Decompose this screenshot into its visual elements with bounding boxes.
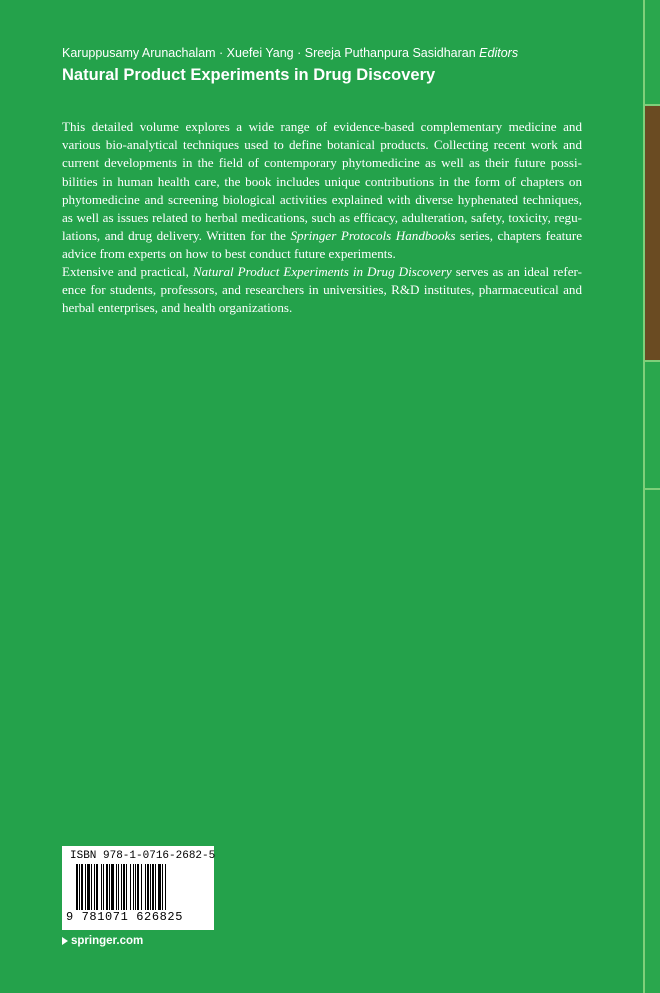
barcode-bar [118,864,119,910]
barcode-bar [91,864,92,910]
barcode-bar [155,864,156,910]
series-name: Springer Protocols Handbooks [290,228,456,244]
paragraph-line: This detailed volume explores a wide range of evidence-based complementary medicine and [62,119,582,134]
isbn-barcode-box [62,846,214,930]
paragraph-line: advice from experts on how to best conduct future experiments. [62,246,396,262]
book-title-italic: Natural Product Experiments in Drug Discovery [192,264,452,279]
publisher-link[interactable] [62,935,143,947]
barcode-bar [133,864,134,910]
barcode-bar [165,864,166,910]
text-segment: lations, and drug delivery. Written for the [62,228,291,244]
barcode-bar [137,864,139,910]
text-segment: series, chapters feature [455,228,583,244]
barcode-bar [101,864,102,910]
editors-role: Editors [479,46,519,60]
spine-brown-band [645,106,660,360]
barcode-bar [96,864,98,910]
description-paragraph-1 [62,118,582,264]
paragraph-line: phytomedicine and screening biological activities explained with diverse hyphenated techniques, [62,191,582,207]
book-title: Natural Product Experiments in Drug Discovery [62,66,436,84]
barcode-bar [130,864,131,910]
publisher-url: springer.com [71,935,144,947]
isbn-label: ISBN 978-1-0716-2682-5 [70,850,216,862]
paragraph-line: bilities in human health care, the book includes unique contributions in the form of chapters on [62,173,582,189]
spine-divider-middle [645,360,660,362]
text-segment: serves as an ideal refer- [451,264,582,279]
spine-divider-lower [645,488,660,490]
spine-divider-top [645,104,660,106]
barcode-bar [111,864,114,910]
paragraph-line: current developments in the field of contemporary phytomedicine as well as their future possi- [62,155,582,171]
barcode-bar [81,864,83,910]
barcode-bar [109,864,110,910]
paragraph-line: as well as issues related to herbal medications, such as efficacy, adulteration, safety, toxicity, regu- [62,210,582,226]
paragraph-line [62,263,582,281]
barcode-bar [116,864,117,910]
barcode-bar [121,864,122,910]
paragraph-line: ence for students, professors, and researchers in universities, R&D institutes, pharmaceutical and [62,282,582,298]
description-paragraph-2 [62,263,582,318]
barcode-bar [87,864,90,910]
barcode-bar [94,864,95,910]
barcode-bar [76,864,78,910]
barcode-bar [126,864,127,910]
arrow-right-icon [62,937,68,945]
barcode-bar [158,864,161,910]
barcode-digits: 9 781071 626825 [66,910,184,924]
text-segment: Extensive and practical, [62,264,193,279]
barcode-bar [85,864,86,910]
barcode-bar [145,864,146,910]
editors-names: Karuppusamy Arunachalam · Xuefei Yang · Sreeja Puthanpura Sasidharan [62,46,476,60]
barcode-bar [141,864,142,910]
barcode-bar [162,864,163,910]
barcode-bar [123,864,125,910]
barcode-bar [147,864,149,910]
barcode-bar [103,864,104,910]
editors-line [62,46,622,60]
barcode-bar [150,864,151,910]
barcode-bar [106,864,108,910]
paragraph-line: various bio-analytical techniques used to define botanical products. Collecting recent work and [62,137,582,153]
paragraph-line: herbal enterprises, and health organizations. [62,300,293,316]
barcode-bar [152,864,154,910]
barcode-bar [79,864,80,910]
paragraph-line [62,227,582,245]
barcode-icon [76,864,204,910]
barcode-bar [135,864,136,910]
